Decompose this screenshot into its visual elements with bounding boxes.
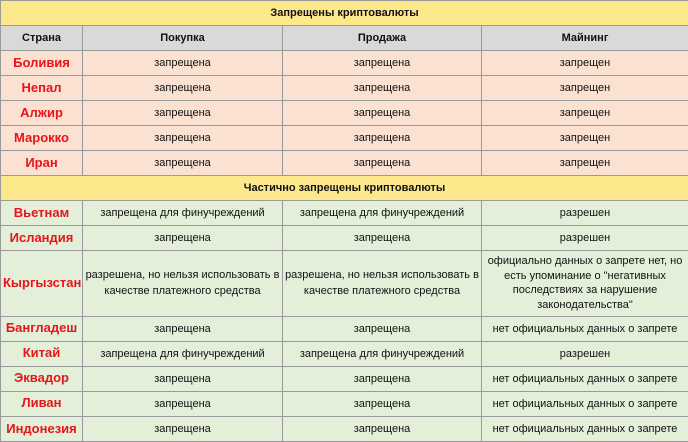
header-buy: Покупка	[83, 26, 283, 51]
header-sell: Продажа	[283, 26, 482, 51]
sell-cell: запрещена	[283, 76, 482, 101]
mining-cell: запрещен	[482, 101, 688, 126]
sell-cell: запрещена	[283, 226, 482, 251]
buy-cell: запрещена	[83, 76, 283, 101]
sell-cell: запрещена для финучреждений	[283, 201, 482, 226]
mining-cell: разрешен	[482, 226, 688, 251]
country-cell: Бангладеш	[1, 316, 83, 341]
table-row	[1, 341, 688, 366]
buy-cell: запрещена	[83, 126, 283, 151]
column-header-row	[1, 26, 688, 51]
table-row	[1, 226, 688, 251]
table-row	[1, 151, 688, 176]
country-cell: Марокко	[1, 126, 83, 151]
buy-cell: запрещена	[83, 391, 283, 416]
sell-cell: запрещена для финучреждений	[283, 341, 482, 366]
country-cell: Китай	[1, 341, 83, 366]
mining-cell: нет официальных данных о запрете	[482, 391, 688, 416]
table-row	[1, 51, 688, 76]
country-cell: Вьетнам	[1, 201, 83, 226]
sell-cell: запрещена	[283, 126, 482, 151]
buy-cell: запрещена для финучреждений	[83, 201, 283, 226]
table-row	[1, 366, 688, 391]
mining-cell: официально данных о запрете нет, но есть упоминание о "негативных последствиях за нарушение законодательства"	[482, 251, 688, 317]
mining-cell: запрещен	[482, 76, 688, 101]
section-partial-header	[1, 176, 688, 201]
buy-cell: запрещена	[83, 366, 283, 391]
country-cell: Индонезия	[1, 416, 83, 441]
mining-cell: нет официальных данных о запрете	[482, 316, 688, 341]
table-row	[1, 76, 688, 101]
buy-cell: запрещена	[83, 226, 283, 251]
sell-cell: запрещена	[283, 366, 482, 391]
buy-cell: запрещена	[83, 51, 283, 76]
country-cell: Непал	[1, 76, 83, 101]
sell-cell: запрещена	[283, 316, 482, 341]
mining-cell: запрещен	[482, 126, 688, 151]
country-cell: Исландия	[1, 226, 83, 251]
section-partial-title: Частично запрещены криптовалюты	[1, 176, 688, 201]
buy-cell: запрещена	[83, 416, 283, 441]
header-country: Страна	[1, 26, 83, 51]
country-cell: Алжир	[1, 101, 83, 126]
table-row	[1, 316, 688, 341]
country-cell: Ливан	[1, 391, 83, 416]
table-row	[1, 416, 688, 441]
buy-cell: запрещена	[83, 151, 283, 176]
mining-cell: нет официальных данных о запрете	[482, 416, 688, 441]
table-row	[1, 201, 688, 226]
header-mining: Майнинг	[482, 26, 688, 51]
sell-cell: запрещена	[283, 416, 482, 441]
mining-cell: нет официальных данных о запрете	[482, 366, 688, 391]
sell-cell: запрещена	[283, 51, 482, 76]
country-cell: Боливия	[1, 51, 83, 76]
buy-cell: запрещена	[83, 101, 283, 126]
table-row	[1, 101, 688, 126]
mining-cell: разрешен	[482, 341, 688, 366]
mining-cell: запрещен	[482, 51, 688, 76]
table-row	[1, 126, 688, 151]
sell-cell: запрещена	[283, 101, 482, 126]
buy-cell: запрещена	[83, 316, 283, 341]
section-banned-title: Запрещены криптовалюты	[1, 1, 688, 26]
table-row	[1, 251, 688, 317]
country-cell: Эквадор	[1, 366, 83, 391]
section-banned-header	[1, 1, 688, 26]
buy-cell: разрешена, но нельзя использовать в качестве платежного средства	[83, 251, 283, 317]
sell-cell: запрещена	[283, 151, 482, 176]
country-cell: Кыргызстан	[1, 251, 83, 317]
country-cell: Иран	[1, 151, 83, 176]
mining-cell: разрешен	[482, 201, 688, 226]
sell-cell: разрешена, но нельзя использовать в качестве платежного средства	[283, 251, 482, 317]
sell-cell: запрещена	[283, 391, 482, 416]
table-row	[1, 391, 688, 416]
buy-cell: запрещена для финучреждений	[83, 341, 283, 366]
mining-cell: запрещен	[482, 151, 688, 176]
